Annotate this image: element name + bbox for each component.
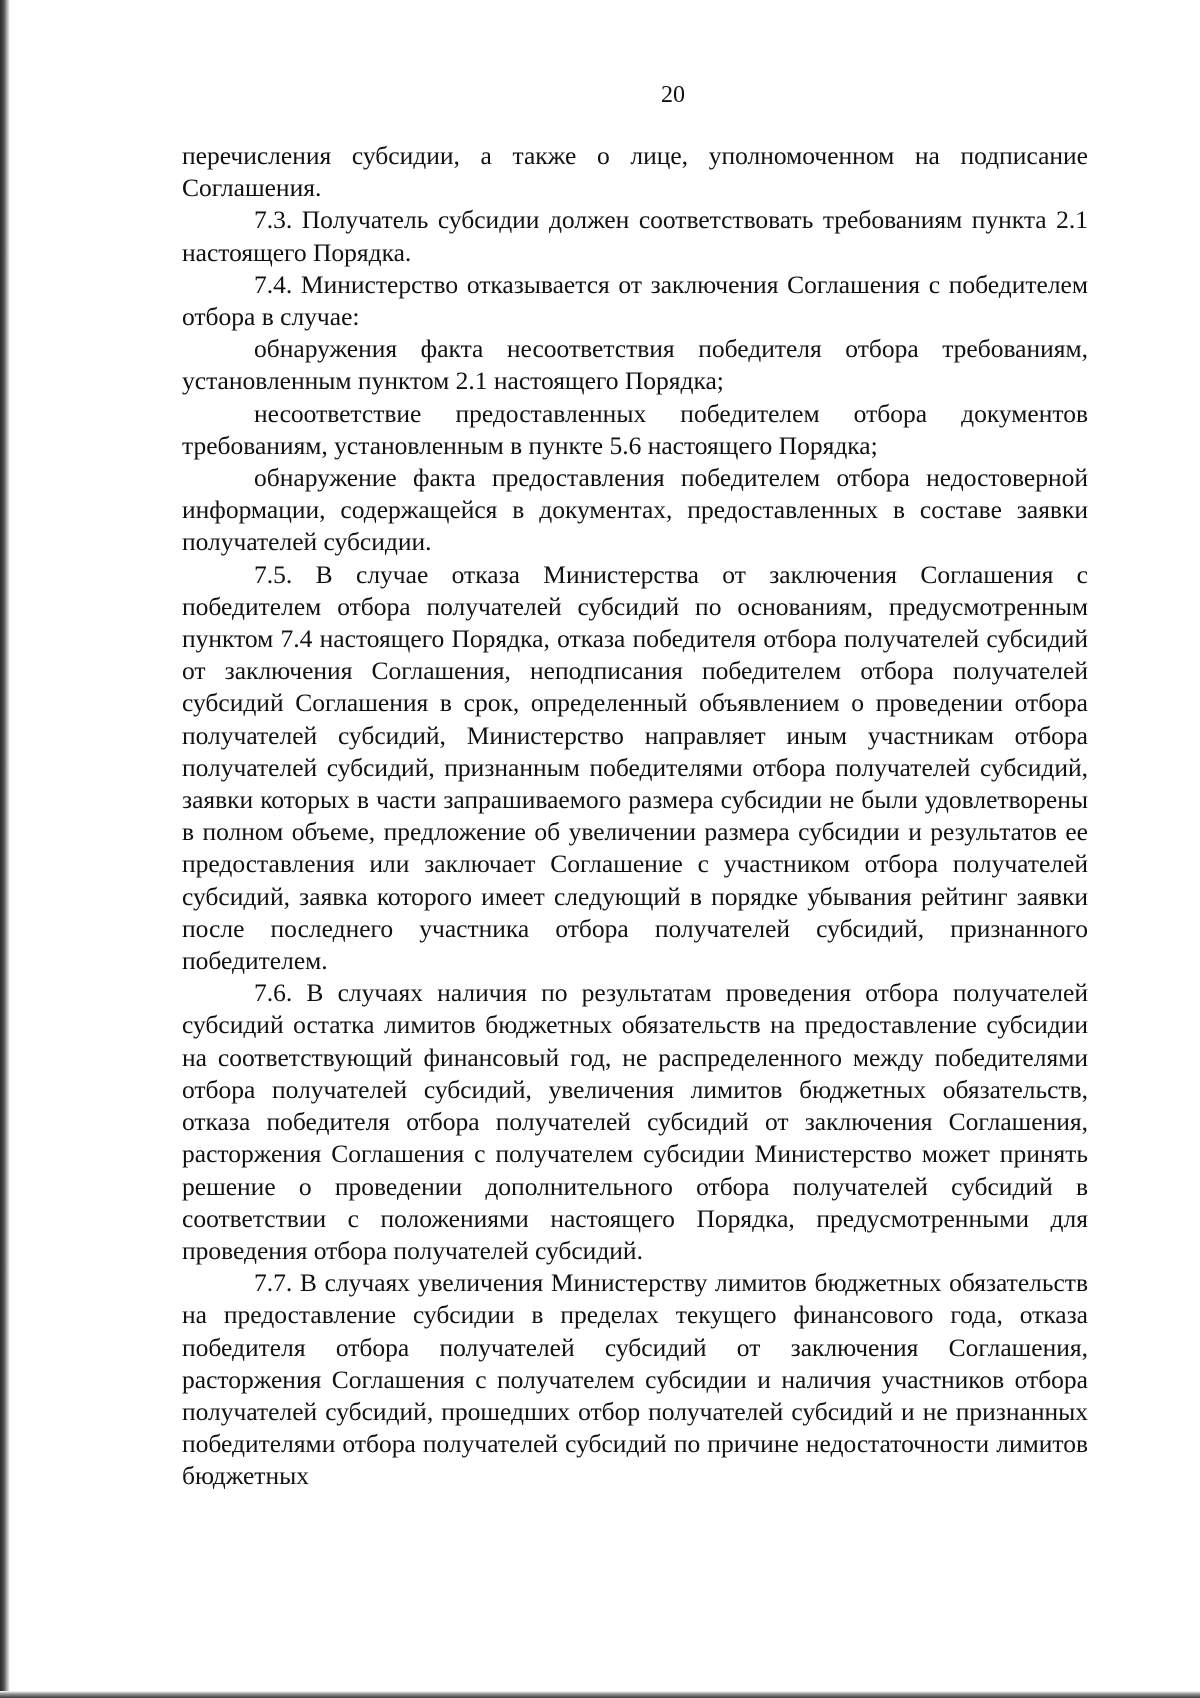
paragraph-7-4: 7.4. Министерство отказывается от заключения Соглашения с победителем отбора в случае: (182, 269, 1088, 332)
paragraph-7-6: 7.6. В случаях наличия по результатам проведения отбора получателей субсидий остатка лимитов бюджетных обязательств на предоставление субсидии на соответствующий финансовый год, не распределенного между победителями отбора получателей субсидий, увеличения лимитов бюджетных обязательств, отказа победителя отбора получателей субсидий от заключения Соглашения, расторжения Соглашения с получателем субсидии Министерство может принять решение о проведении дополнительного отбора получателей субсидий в соответствии с положениями настоящего Порядка, предусмотренными для проведения отбора получателей субсидий. (182, 978, 1088, 1265)
page-number: 20 (661, 82, 685, 108)
paragraph-7-5: 7.5. В случае отказа Министерства от заключения Соглашения с победителем отбора получателей субсидий по основаниям, предусмотренным пунктом 7.4 настоящего Порядка, отказа победителя отбора получателей субсидий от заключения Соглашения, неподписания победителем отбора получателей субсидий Соглашения в срок, определенный объявлением о проведении отбора получателей субсидий, Министерство направляет иным участникам отбора получателей субсидий, признанным победителями отбора получателей субсидий, заявки которых в части запрашиваемого размера субсидии не были удовлетворены в полном объеме, предложение об увеличении размера субсидии и результатов ее предоставления или заключает Соглашение с участником отбора получателей субсидий, заявка которого имеет следующий в порядке убывания рейтинг заявки после последнего участника отбора получателей субсидий, признанного победителем. (182, 559, 1088, 976)
document-body (182, 140, 1088, 1493)
scan-left-edge (0, 0, 10, 1698)
paragraph-7-4-item-3: обнаружение факта предоставления победителем отбора недостоверной информации, содержащейся в документах, предоставленных в составе заявки получателей субсидии. (182, 463, 1088, 557)
paragraph-7-7: 7.7. В случаях увеличения Министерству лимитов бюджетных обязательств на предоставление субсидии в пределах текущего финансового года, отказа победителя отбора получателей субсидий от заключения Соглашения, расторжения Соглашения с получателем субсидии и наличия участников отбора получателей субсидий, прошедших отбор получателей субсидий и не признанных победителями отбора получателей субсидий по причине недостаточности лимитов бюджетных (182, 1268, 1088, 1491)
paragraph-7-4-item-2: несоответствие предоставленных победителем отбора документов требованиям, установленным в пункте 5.6 настоящего Порядка; (182, 398, 1088, 460)
paragraph-7-3: 7.3. Получатель субсидии должен соответствовать требованиям пункта 2.1 настоящего Порядка. (182, 205, 1088, 267)
paragraph-continuation: перечисления субсидии, а также о лице, уполномоченном на подписание Соглашения. (182, 141, 1088, 203)
scan-bottom-edge (0, 1691, 1200, 1698)
paragraph-7-4-item-1: обнаружения факта несоответствия победителя отбора требованиям, установленным пунктом 2.1 настоящего Порядка; (182, 334, 1088, 396)
